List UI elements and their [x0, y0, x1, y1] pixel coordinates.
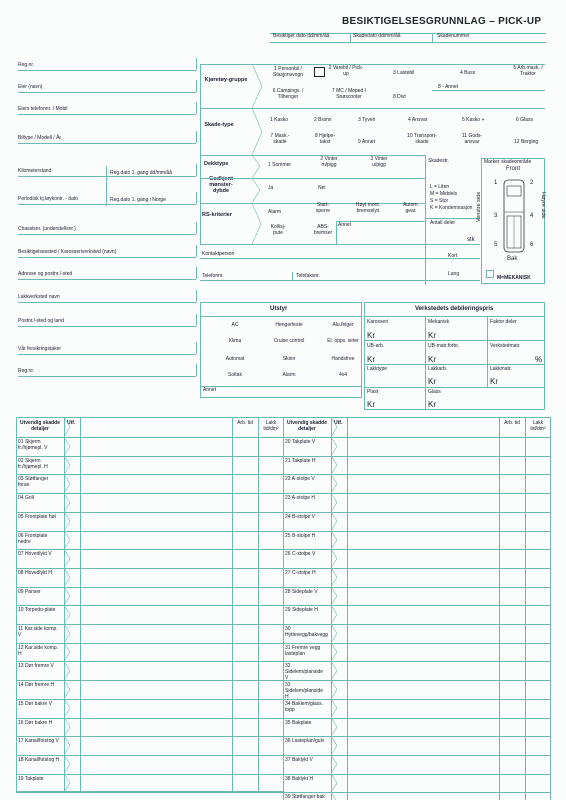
category-column: [200, 64, 260, 244]
left-row-label-3: 04 Grill: [18, 495, 34, 502]
pickup-icon[interactable]: [500, 178, 528, 256]
table-row[interactable]: [283, 699, 551, 718]
right-row-label-3: 23 A-stolpe H: [285, 495, 316, 502]
besiktiget-label: Besiktiget dato dd/mm/åå: [273, 33, 330, 39]
diagram-num-3: 3: [494, 213, 498, 219]
utstyr-item-8[interactable]: Handsfree: [331, 356, 355, 362]
kr-lakkmatr: Kr: [490, 377, 498, 386]
rs-abs[interactable]: ABS-bremser: [313, 224, 333, 236]
table-row[interactable]: [16, 549, 284, 568]
left-row-label-17: 18 Kanal/fotstog H: [18, 756, 60, 763]
right-row-label-9: 29 Sideplate H: [285, 607, 318, 614]
left-row-label-1: 02 Skjerm fr./hjømepl. H: [18, 457, 48, 470]
mekanisk-label: M=MEKANISK: [497, 275, 531, 281]
telefaksnr-label: Telefaksnr.: [296, 273, 320, 279]
left-hdr-lakk: Lakk tid/dm²: [263, 420, 279, 432]
left-row-chevrons: [64, 417, 78, 792]
kjoretoy-opt-6[interactable]: 6 Campingv. / Tilhenger: [272, 88, 304, 100]
skadedato-label: Skadedato dd/mm/åå: [353, 33, 401, 39]
table-row[interactable]: [16, 474, 284, 493]
kontaktperson-label: Kontaktperson: [202, 251, 235, 257]
kjoretoy-opt-8[interactable]: 8 Divt: [393, 94, 406, 100]
table-row[interactable]: [283, 643, 551, 662]
left-row-label-6: 07 Hovedlykt V: [18, 551, 52, 558]
plast-label: Plast: [367, 389, 379, 395]
table-row[interactable]: [16, 437, 284, 456]
ub-matr-label: UB-matr.forbr.: [428, 343, 460, 349]
field-label-4: Kilometerstand: [18, 168, 52, 174]
right-row-label-13: 33 Sidelem/planside H: [285, 682, 324, 701]
telefonnr-label: Telefonnr.: [202, 273, 224, 279]
table-row[interactable]: [283, 624, 551, 643]
kjoretoy-opt-3[interactable]: 3 Lastebil: [393, 70, 415, 76]
dekk-opt-1[interactable]: 1 Sommer: [268, 162, 292, 168]
right-row-chevrons: [331, 417, 345, 800]
table-row[interactable]: [16, 718, 284, 737]
kr-lakkarb: Kr: [428, 377, 436, 386]
rs-alarm[interactable]: Alarm: [268, 209, 282, 215]
marker-label: Marker skadeområde: [484, 159, 532, 165]
field-label-7: Besiktigelsessted / Karosseriverksted (navn): [18, 249, 117, 255]
kr-mekanisk: Kr: [428, 331, 436, 340]
utstyr-item-9[interactable]: Soltak: [228, 372, 242, 378]
left-row-label-4: 05 Frontplate høl: [18, 513, 56, 520]
skade-opt-6[interactable]: 6 Glass: [516, 117, 533, 123]
right-row-label-14: 34 Baklem/glass. topp: [285, 700, 324, 713]
table-row[interactable]: [283, 456, 551, 475]
table-row[interactable]: [16, 643, 284, 662]
skade-opt-7[interactable]: 7 Mask.-skade: [270, 133, 290, 145]
field-label-6: Chassisnr. (understellsnr.): [18, 226, 76, 232]
diagram-num-5: 5: [494, 242, 498, 248]
rs-startsperre[interactable]: Start-sperre: [315, 202, 331, 214]
utstyr-item-1[interactable]: Hengerfeste: [275, 322, 303, 328]
lang-label: Lang: [448, 271, 460, 277]
dekk-opt-2[interactable]: 2 Vinter m/pigg: [320, 156, 338, 168]
right-row-label-4: 24 B-stolpe V: [285, 513, 316, 520]
field-label-2: Eiers telefonnr. / Mobil: [18, 106, 68, 112]
bak-label: Bak: [507, 256, 518, 262]
left-row-label-10: 11 Kar.side komp. V: [18, 626, 58, 638]
utstyr-annet: Annet: [203, 387, 217, 393]
legend-stor: S = Stor: [430, 198, 449, 204]
table-row[interactable]: [16, 624, 284, 643]
rs-bremselys[interactable]: Høyt mont. bremselys: [355, 202, 381, 214]
kjoretoy-opt-5[interactable]: 5 Arb.mask. / Traktor: [513, 65, 543, 77]
field-label-9: Lakkverksted navn: [18, 294, 60, 300]
skade-opt-12[interactable]: 12 Berging: [514, 139, 539, 145]
left-row-label-0: 01 Skjerm fr./hjømepl. V: [18, 439, 48, 451]
skadetype-label: Skade-type: [204, 122, 234, 128]
rs-annet[interactable]: Annet: [338, 222, 352, 228]
right-row-label-18: 38 Baklykt H: [285, 775, 314, 782]
faktor-label: Faktor deler: [490, 319, 517, 325]
kjoretoy-opt-7[interactable]: 7 MC / Moped / Snøscooter: [331, 88, 367, 100]
right-row-label-17: 37 Baklykt V: [285, 756, 313, 763]
verksted-box: [364, 302, 545, 410]
right-hdr-detail: Utvendig skadde detaljer: [286, 420, 327, 432]
table-row[interactable]: [16, 531, 284, 550]
field-label-0: Reg.nr.: [18, 62, 35, 68]
table-row[interactable]: [283, 792, 551, 800]
field-label-3: Biltype / Modell / År: [18, 135, 62, 141]
reg-dato-1-label: Reg.dato 1. gang dd/mm/åå: [110, 170, 172, 176]
field-label-11: Vår forsikringstaker: [18, 346, 62, 352]
table-row[interactable]: [16, 774, 284, 793]
kr-plast: Kr: [367, 400, 375, 409]
glass-label: Glass: [428, 389, 441, 395]
skade-opt-9[interactable]: 9 Annet: [358, 139, 375, 145]
left-hdr-utf: Utf.: [67, 420, 76, 426]
right-row-label-0: 20 Takplate V: [285, 439, 316, 445]
dekktype-label: Dekktype: [204, 161, 229, 167]
table-row[interactable]: [16, 456, 284, 475]
karosseri-label: Karosseri: [367, 319, 389, 325]
rs-label: RS-kriterier: [202, 212, 232, 218]
dekk-opt-3[interactable]: 3 Vinter u/pigg: [370, 156, 388, 168]
mekanisk-checkbox[interactable]: [486, 270, 494, 278]
left-row-label-2: 03 Støtfanger foran: [18, 476, 49, 489]
left-row-label-7: 08 Hovedlykt H: [18, 569, 52, 576]
utstyr-item-4[interactable]: Cruise control: [273, 338, 305, 344]
kr-glass: Kr: [428, 400, 436, 409]
table-row[interactable]: [16, 512, 284, 531]
right-row-label-5: 25 B-stolpe H: [285, 532, 316, 539]
skade-opt-4[interactable]: 4 Ansvar: [408, 117, 428, 123]
ub-arb-label: UB-arb.: [367, 343, 385, 349]
table-row[interactable]: [283, 587, 551, 606]
kjoretoy-opt-annet[interactable]: 8 - Annet: [438, 84, 459, 90]
utstyr-item-3[interactable]: Klima: [228, 338, 242, 344]
venstre-label: Venstre side: [476, 191, 482, 222]
diagram-num-6: 6: [530, 242, 534, 248]
utstyr-item-0[interactable]: AC: [231, 322, 239, 328]
left-row-label-16: 17 Kanal/fotstog V: [18, 738, 59, 745]
table-row[interactable]: [16, 736, 284, 755]
godkjent-nei[interactable]: Nei: [318, 185, 326, 191]
right-row-label-15: 35 Bakplate: [285, 719, 312, 726]
left-row-label-12: 13 Dør fremre V: [18, 663, 54, 670]
table-row[interactable]: [16, 680, 284, 699]
table-row[interactable]: [16, 568, 284, 587]
legend-kondemnasjon: K = Kondemnasjon: [430, 205, 473, 211]
right-row-label-7: 27 C-stolpe H: [285, 569, 316, 576]
table-row[interactable]: [283, 774, 551, 793]
left-row-label-13: 14 Dør fremre H: [18, 682, 55, 689]
table-row[interactable]: [283, 474, 551, 493]
utstyr-item-10[interactable]: Alarm: [282, 372, 296, 378]
skadenummer-label: Skadenummer: [437, 33, 470, 39]
left-hdr-detail: Utvendig skadde detaljer: [19, 420, 60, 432]
utstyr-title: Utstyr: [270, 306, 288, 312]
field-label-10: Postnr./-sted og land: [18, 318, 64, 324]
right-row-label-12: 32 Sidelem/planside V: [285, 663, 324, 682]
right-row-label-6: 26 C-stolpe V: [285, 551, 316, 558]
kr-ub-matr: Kr: [428, 355, 436, 364]
table-row[interactable]: [16, 587, 284, 606]
table-row[interactable]: [283, 493, 551, 512]
reg-dato-2-label: Reg.dato 1. gang i Norge: [110, 197, 166, 203]
diagram-num-1: 1: [494, 180, 498, 186]
right-row-label-16: 36 Lasteplan/gulv: [285, 738, 325, 745]
right-hdr-arb: Arb. tid: [504, 420, 520, 426]
field-label-12: Reg.nr.: [18, 368, 35, 374]
verksted-matr-label: Verkstedmatr.: [490, 343, 521, 349]
field-label-1: Eier (navn): [18, 84, 43, 90]
stk-label: stk: [467, 237, 475, 243]
category-chevrons: [252, 64, 266, 245]
lakkmatr-label: Lakkmatr.: [490, 366, 512, 372]
kjoretoy-checkbox-varebil[interactable]: [314, 67, 325, 77]
diagram-num-2: 2: [530, 180, 534, 186]
right-hdr-lakk: Lakk tid/dm²: [530, 420, 546, 432]
right-row-label-1: 21 Takplate H: [285, 457, 316, 464]
table-row[interactable]: [283, 531, 551, 550]
utstyr-item-5[interactable]: El. oppv. seter: [327, 338, 359, 344]
left-row-label-15: 16 Dør bakre H: [18, 719, 53, 726]
hoyre-label: Høyre side: [540, 192, 546, 219]
lakktype-label: Lakktype: [367, 366, 388, 372]
skade-opt-8[interactable]: 8 Hjelpe-takst: [314, 133, 335, 145]
table-row[interactable]: [283, 661, 551, 680]
kjoretoy-opt-4[interactable]: 4 Buss: [460, 70, 476, 76]
table-row[interactable]: [16, 661, 284, 680]
left-row-label-11: 12 Kar.side komp. H: [18, 644, 59, 657]
left-row-label-14: 15 Dør bakre V: [18, 700, 52, 707]
kjoretoy-opt-2[interactable]: 2 Varebil / Pick-up: [328, 65, 364, 77]
right-hdr-utf: Utf.: [334, 420, 343, 426]
left-row-label-9: 10 Torpedo-plate: [18, 607, 56, 614]
kjoretoy-opt-1[interactable]: 1 Personbil / Stasjonsvogn: [272, 66, 304, 78]
diagram-num-4: 4: [530, 213, 534, 219]
right-row-label-19: 39 Støtfanger bak: [285, 794, 325, 800]
skade-opt-5[interactable]: 5 Kasko +: [462, 117, 485, 123]
table-row[interactable]: [16, 605, 284, 624]
utstyr-item-2[interactable]: Alu.felger: [332, 322, 354, 328]
legend-middels: M = Middels: [430, 191, 458, 197]
table-row[interactable]: [283, 736, 551, 755]
mekanisk-pris-label: Mekanisk: [428, 319, 450, 325]
right-row-label-11: 31 Fremre vegg lasteplan: [285, 644, 321, 657]
right-row-label-8: 28 Sideplate V: [285, 588, 318, 595]
skadestr-label: Skadestr.: [428, 158, 449, 164]
kjoretoy-label: Kjøretøy-gruppe: [204, 77, 248, 83]
right-row-label-10: 30 Hyttevegg/bakvegg: [285, 626, 328, 638]
kr-karosseri: Kr: [367, 331, 375, 340]
left-hdr-arb: Arb. tid: [237, 420, 253, 426]
utstyr-item-7[interactable]: Skinn: [282, 356, 296, 362]
godkjent-ja[interactable]: Ja: [268, 185, 274, 191]
lakkarb-label: Lakkarb.: [428, 366, 448, 372]
table-row[interactable]: [283, 605, 551, 624]
right-row-label-2: 22 A-stolpe V: [285, 476, 315, 483]
left-row-label-18: 19 Takplate: [18, 775, 44, 782]
skade-opt-1[interactable]: 1 Kasko: [270, 117, 289, 123]
rs-autom-gear[interactable]: Autom. gear.: [403, 202, 419, 214]
skade-opt-10[interactable]: 10 Transport-skade: [407, 133, 437, 145]
godkjent-label: Godkjent mønster-dybde: [209, 176, 233, 194]
page-title: BESIKTIGELSESGRUNNLAG – PICK-UP: [342, 16, 542, 27]
legend-liten: L = Liten: [430, 184, 450, 190]
utstyr-item-6[interactable]: Automat: [225, 356, 245, 362]
skade-opt-3[interactable]: 3 Tyveri: [358, 117, 376, 123]
kr-ub-arb: Kr: [367, 355, 375, 364]
field-label-8: Adresse og postnr./-sted: [18, 271, 73, 277]
field-label-5: Periodisk kj.løykontr. - dato: [18, 196, 79, 202]
left-row-label-5: 06 Frontplate nedre: [18, 532, 48, 545]
table-row[interactable]: [283, 718, 551, 737]
left-row-label-8: 09 Panser: [18, 588, 41, 595]
verksted-title: Verkstedets debileringspris: [415, 306, 494, 312]
kort-label: Kort: [448, 253, 458, 259]
table-row[interactable]: [283, 549, 551, 568]
table-row[interactable]: [283, 680, 551, 699]
skade-opt-11[interactable]: 11 Gods-ansvar: [461, 133, 483, 145]
utstyr-item-11[interactable]: 4x4: [338, 372, 348, 378]
skade-opt-2[interactable]: 2 Brann: [314, 117, 332, 123]
table-row[interactable]: [16, 493, 284, 512]
table-row[interactable]: [16, 755, 284, 774]
antall-deler-label: Antall deler: [430, 220, 456, 226]
table-row[interactable]: [283, 755, 551, 774]
rs-kollisjpute[interactable]: Kollisj-pute: [270, 224, 286, 236]
table-row[interactable]: [16, 699, 284, 718]
table-row[interactable]: [283, 568, 551, 587]
table-row[interactable]: [283, 512, 551, 531]
table-row[interactable]: [283, 437, 551, 456]
pct-sign: %: [535, 355, 543, 364]
front-label: Front: [506, 166, 521, 172]
